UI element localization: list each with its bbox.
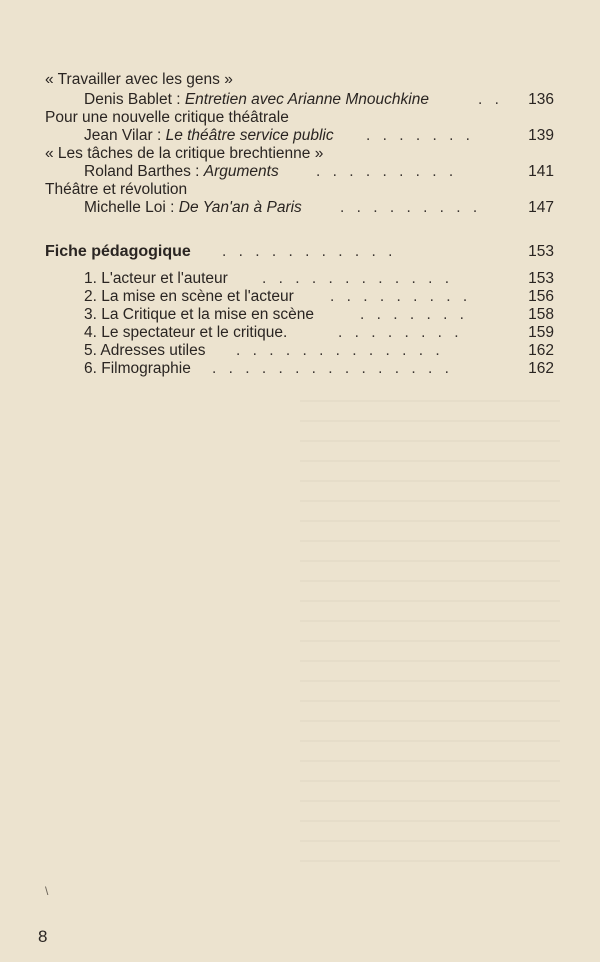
dot-leaders: . . . . . . . . . . . xyxy=(222,243,397,260)
list-item: 5. Adresses utiles xyxy=(84,342,206,359)
list-item: 1. L'acteur et l'auteur xyxy=(84,270,228,287)
list-item: 2. La mise en scène et l'acteur xyxy=(84,288,294,305)
entry-work: Entretien avec Arianne Mnouchkine xyxy=(184,91,429,108)
page-ref: 147 xyxy=(528,199,554,216)
list-item: 4. Le spectateur et le critique. xyxy=(84,324,288,341)
entry-author-line xyxy=(84,91,429,109)
entry-work: Le théâtre service public xyxy=(165,127,334,144)
dot-leaders: . . . . . . . . xyxy=(338,324,463,341)
entry-title: « Travailler avec les gens » xyxy=(45,71,233,88)
entry-work: De Yan'an à Paris xyxy=(178,199,302,216)
entry-work: Arguments xyxy=(203,163,279,180)
page-number: 8 xyxy=(38,927,48,946)
dot-leaders: . . . . . . . xyxy=(366,127,474,144)
entry-title: « Les tâches de la critique brechtienne » xyxy=(45,145,324,162)
page-ref: 153 xyxy=(528,243,554,260)
entry-author-line xyxy=(84,163,279,181)
dot-leaders: . . . . . . . . . . . . . xyxy=(236,342,444,359)
entry-author: Michelle Loi : xyxy=(84,199,175,216)
dot-leaders: . . . . . . . . . xyxy=(316,163,458,180)
entry-title: Pour une nouvelle critique théâtrale xyxy=(45,109,289,126)
page-ref: 162 xyxy=(528,342,554,359)
page-ref: 153 xyxy=(528,270,554,287)
dot-leaders: . . . . . . . . . xyxy=(340,199,482,216)
dot-leaders: . . . . . . . . . . . . xyxy=(262,270,454,287)
entry-author: Denis Bablet : xyxy=(84,91,181,108)
dot-leaders: . . xyxy=(478,91,503,108)
section-heading: Fiche pédagogique xyxy=(45,243,191,260)
entry-author: Roland Barthes : xyxy=(84,163,200,180)
list-item: 6. Filmographie xyxy=(84,360,191,377)
entry-title: Théâtre et révolution xyxy=(45,181,188,198)
page-ref: 156 xyxy=(528,288,554,305)
entry-author-line xyxy=(84,199,302,217)
page-ref: 162 xyxy=(528,360,554,377)
dot-leaders: . . . . . . . . . xyxy=(330,288,472,305)
ink-mark: \ xyxy=(45,884,49,898)
dot-leaders: . . . . . . . . . . . . . . . xyxy=(212,360,453,377)
entry-author-line xyxy=(84,127,334,145)
page-ref: 158 xyxy=(528,306,554,323)
entry-author: Jean Vilar : xyxy=(84,127,162,144)
page-ref: 139 xyxy=(528,127,554,144)
list-item: 3. La Critique et la mise en scène xyxy=(84,306,315,323)
page-ref: 159 xyxy=(528,324,554,341)
page-ref: 136 xyxy=(528,91,554,108)
dot-leaders: . . . . . . . xyxy=(360,306,468,323)
bleed-through-texture xyxy=(300,400,560,880)
page-ref: 141 xyxy=(528,163,554,180)
